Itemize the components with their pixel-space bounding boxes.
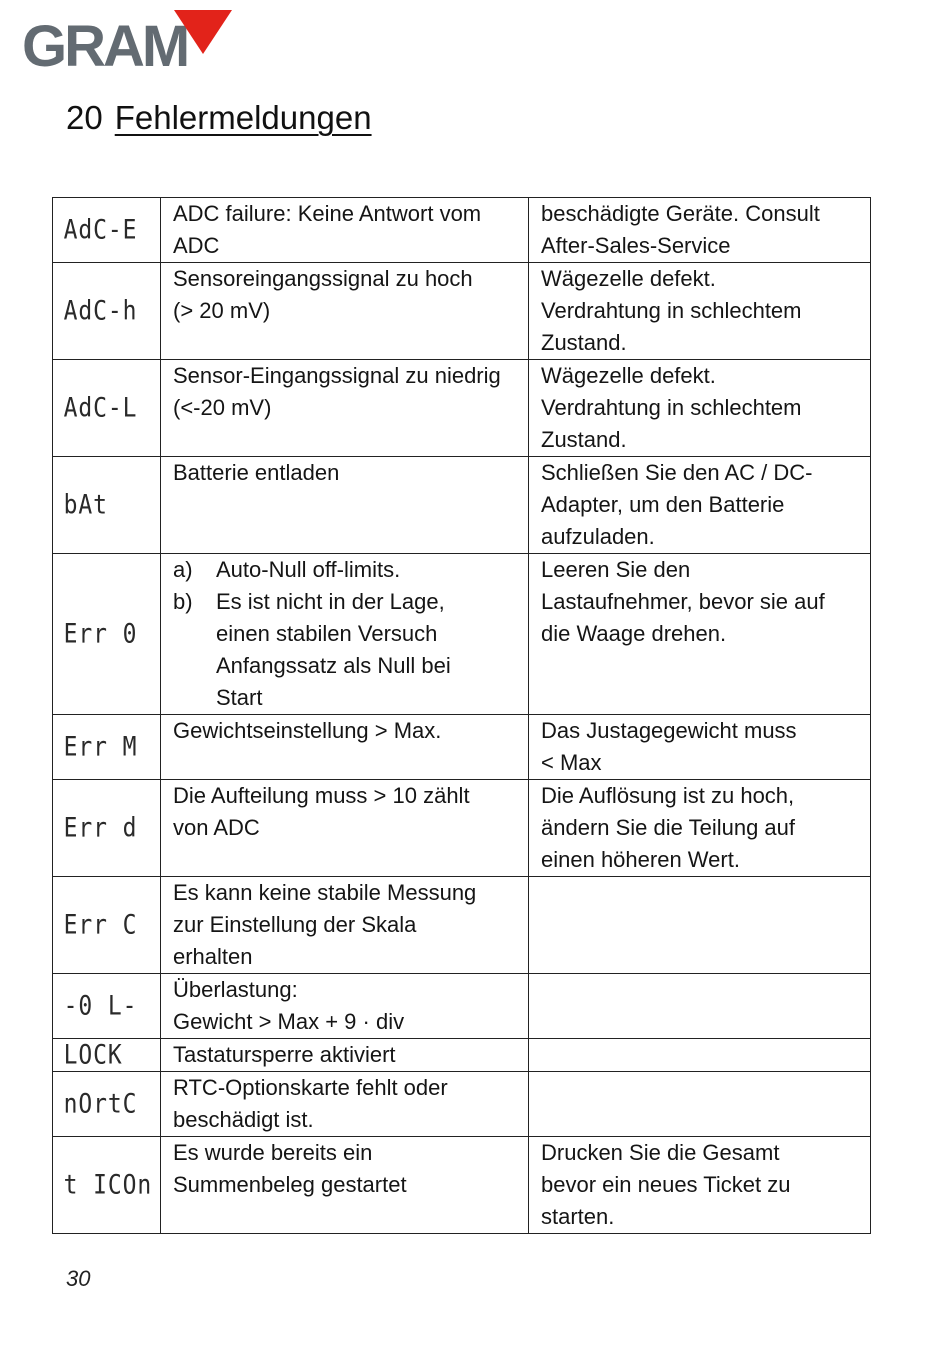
error-cause-cell — [161, 554, 529, 715]
list-marker: a) — [173, 557, 193, 582]
cause-text: Es wurde bereits ein — [173, 1140, 373, 1165]
error-code-cell — [53, 974, 152, 1039]
cause-text: (> 20 mV) — [173, 298, 271, 323]
cause-text: Summenbeleg gestartet — [173, 1172, 407, 1197]
error-code-cell — [53, 1039, 152, 1072]
error-code-cell — [53, 263, 152, 360]
error-row — [53, 1137, 871, 1234]
error-cause-cell — [161, 1072, 529, 1137]
error-code-cell — [53, 877, 152, 974]
section-number: 20 — [66, 99, 103, 136]
cause-text: Es ist nicht in der Lage, — [216, 589, 445, 614]
error-table — [52, 197, 871, 1234]
error-code-cell — [53, 457, 152, 554]
logo-triangle-icon — [172, 8, 234, 56]
error-row — [53, 715, 871, 780]
error-remedy-cell — [529, 877, 871, 974]
remedy-text: starten. — [541, 1204, 615, 1229]
error-code: Err 0 — [63, 618, 137, 649]
cause-text: Es kann keine stabile Messung — [173, 880, 477, 905]
error-remedy-cell — [529, 780, 871, 877]
error-code: bAt — [63, 489, 108, 520]
remedy-text: Drucken Sie die Gesamt — [541, 1140, 780, 1165]
error-code: Err C — [63, 909, 137, 940]
error-row — [53, 554, 871, 715]
error-remedy-cell — [529, 360, 871, 457]
logo-wordmark: GRAM — [22, 14, 188, 79]
error-remedy-cell — [529, 715, 871, 780]
remedy-text: Wägezelle defekt. — [541, 266, 716, 291]
error-remedy-cell — [529, 1039, 871, 1072]
section-heading — [66, 98, 372, 138]
cause-text: Batterie entladen — [173, 460, 340, 485]
error-code-cell — [53, 1137, 152, 1234]
remedy-text: bevor ein neues Ticket zu — [541, 1172, 791, 1197]
error-code: AdC-E — [63, 214, 137, 245]
error-cause-cell — [161, 360, 529, 457]
cause-text: Auto-Null off-limits. — [216, 557, 401, 582]
cause-text: erhalten — [173, 944, 253, 969]
cause-text: Sensoreingangssignal zu hoch — [173, 266, 473, 291]
cause-text: einen stabilen Versuch — [216, 621, 438, 646]
remedy-text: Leeren Sie den — [541, 557, 691, 582]
error-cause-cell — [161, 198, 529, 263]
error-row — [53, 198, 871, 263]
remedy-text: einen höheren Wert. — [541, 847, 740, 872]
error-code: LOCK — [63, 1039, 123, 1070]
error-remedy-cell — [529, 263, 871, 360]
error-code-cell — [53, 554, 152, 715]
error-cause-cell — [161, 780, 529, 877]
section-title: Fehlermeldungen — [114, 99, 372, 136]
error-remedy-cell — [529, 974, 871, 1039]
error-code: t ICOn — [63, 1169, 152, 1200]
cause-list-item — [173, 554, 520, 586]
error-cause-cell — [161, 1137, 529, 1234]
remedy-text: Lastaufnehmer, bevor sie auf — [541, 589, 825, 614]
error-row — [53, 457, 871, 554]
cause-text: Überlastung: — [173, 977, 298, 1002]
remedy-text: Verdrahtung in schlechtem — [541, 298, 802, 323]
cause-text: von ADC — [173, 815, 260, 840]
error-code-cell — [53, 715, 152, 780]
remedy-text: Das Justagegewicht muss — [541, 718, 797, 743]
page-number: 30 — [66, 1266, 91, 1291]
error-row — [53, 877, 871, 974]
remedy-text: Adapter, um den Batterie — [541, 492, 785, 517]
error-row — [53, 1039, 871, 1072]
error-code: nOrtC — [63, 1088, 137, 1119]
gram-logo — [22, 8, 234, 79]
list-marker: b) — [173, 589, 193, 614]
error-code-cell — [53, 198, 152, 263]
error-cause-cell — [161, 877, 529, 974]
error-remedy-cell — [529, 457, 871, 554]
cause-text: RTC-Optionskarte fehlt oder — [173, 1075, 448, 1100]
error-cause-cell — [161, 263, 529, 360]
error-row — [53, 1072, 871, 1137]
cause-list-item — [173, 586, 520, 714]
cause-text: (<-20 mV) — [173, 395, 272, 420]
cause-text: Gewichtseinstellung > Max. — [173, 718, 442, 743]
error-row — [53, 780, 871, 877]
error-remedy-cell — [529, 1072, 871, 1137]
error-row — [53, 263, 871, 360]
cause-text: Anfangssatz als Null bei — [216, 653, 451, 678]
remedy-text: Die Auflösung ist zu hoch, — [541, 783, 795, 808]
error-row — [53, 360, 871, 457]
error-code: AdC-L — [63, 392, 137, 423]
remedy-text: Schließen Sie den AC / DC- — [541, 460, 813, 485]
error-cause-cell — [161, 715, 529, 780]
error-code-cell — [53, 1072, 152, 1137]
error-code-cell — [53, 780, 152, 877]
error-code: Err d — [63, 812, 137, 843]
remedy-text: Wägezelle defekt. — [541, 363, 716, 388]
error-code: AdC-h — [63, 295, 137, 326]
remedy-text: Zustand. — [541, 330, 627, 355]
remedy-text: aufzuladen. — [541, 524, 655, 549]
remedy-text: beschädigte Geräte. Consult — [541, 201, 820, 226]
remedy-text: die Waage drehen. — [541, 621, 727, 646]
error-cause-cell — [161, 457, 529, 554]
error-code: -0 L- — [63, 990, 137, 1021]
cause-text: Gewicht > Max + 9 · div — [173, 1009, 405, 1034]
cause-text: ADC failure: Keine Antwort vom — [173, 201, 482, 226]
error-remedy-cell — [529, 198, 871, 263]
cause-text: Sensor-Eingangssignal zu niedrig — [173, 363, 501, 388]
cause-text: zur Einstellung der Skala — [173, 912, 417, 937]
error-row — [53, 974, 871, 1039]
remedy-text: ändern Sie die Teilung auf — [541, 815, 796, 840]
remedy-text: After-Sales-Service — [541, 233, 731, 258]
cause-text: beschädigt ist. — [173, 1107, 314, 1132]
error-cause-cell — [161, 974, 529, 1039]
error-cause-cell — [161, 1039, 529, 1072]
cause-text: Tastatursperre aktiviert — [173, 1042, 396, 1067]
remedy-text: Verdrahtung in schlechtem — [541, 395, 802, 420]
remedy-text: Zustand. — [541, 427, 627, 452]
remedy-text: < Max — [541, 750, 602, 775]
cause-text: Start — [216, 685, 263, 710]
error-remedy-cell — [529, 554, 871, 715]
error-remedy-cell — [529, 1137, 871, 1234]
cause-text: Die Aufteilung muss > 10 zählt — [173, 783, 470, 808]
cause-text: ADC — [173, 233, 220, 258]
error-code-cell — [53, 360, 152, 457]
error-code: Err M — [63, 731, 137, 762]
